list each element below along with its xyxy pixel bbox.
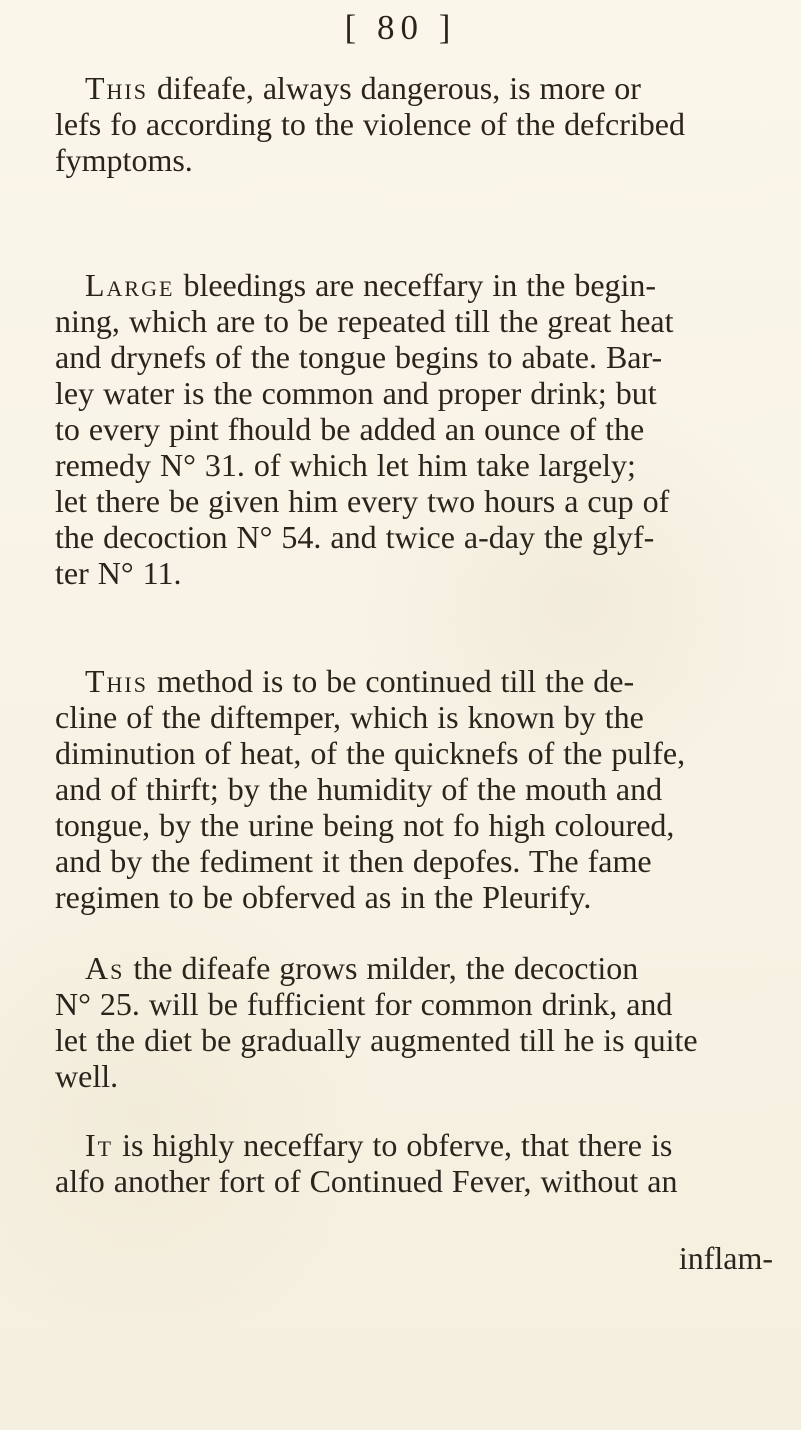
paragraph-line: ley water is the common and proper drink; but bbox=[55, 375, 657, 411]
paragraph-lead-word: This bbox=[85, 663, 148, 699]
paragraph-line: regimen to be obferved as in the Pleurify. bbox=[55, 879, 592, 915]
paragraph-line: to every pint fhould be added an ounce of the bbox=[55, 411, 645, 447]
paragraph-line: let the diet be gradually augmented till he is quite bbox=[55, 1022, 698, 1058]
page-number: [ 80 ] bbox=[344, 8, 457, 47]
paragraph-line: N° 25. will be fufficient for common drink, and bbox=[55, 986, 673, 1022]
paragraph-line: fymptoms. bbox=[55, 142, 193, 178]
paragraph-line: well. bbox=[55, 1058, 119, 1094]
paragraph-line bbox=[55, 70, 775, 106]
paragraph-1 bbox=[55, 70, 775, 178]
paragraph-text: the difeafe grows milder, the decoction bbox=[133, 950, 639, 986]
paragraph-line: ning, which are to be repeated till the great heat bbox=[55, 303, 674, 339]
paragraph-line: alfo another fort of Continued Fever, without an bbox=[55, 1163, 678, 1199]
paragraph-line: ter N° 11. bbox=[55, 555, 182, 591]
paragraph-line: let there be given him every two hours a cup of bbox=[55, 483, 670, 519]
paragraph-lead-word: As bbox=[85, 950, 125, 986]
paragraph-lead-word: This bbox=[85, 70, 148, 106]
paragraph-line: remedy N° 31. of which let him take largely; bbox=[55, 447, 636, 483]
paragraph-5 bbox=[55, 1127, 775, 1199]
paragraph-4 bbox=[55, 950, 775, 1094]
paragraph-text: difeafe, always dangerous, is more or bbox=[157, 70, 641, 106]
paragraph-line: lefs fo according to the violence of the defcribed bbox=[55, 106, 685, 142]
paragraph-line bbox=[55, 663, 775, 699]
paragraph-line: diminution of heat, of the quicknefs of the pulfe, bbox=[55, 735, 686, 771]
paragraph-text: is highly neceffary to obferve, that there is bbox=[122, 1127, 673, 1163]
paragraph-text: method is to be continued till the de- bbox=[157, 663, 635, 699]
catchword: inflam- bbox=[678, 1240, 773, 1276]
paragraph-line bbox=[55, 267, 775, 303]
paragraph-line bbox=[55, 1127, 775, 1163]
paragraph-line: and by the fediment it then depofes. The fame bbox=[55, 843, 652, 879]
paragraph-line: and drynefs of the tongue begins to abate. Bar- bbox=[55, 339, 663, 375]
paragraph-line: the decoction N° 54. and twice a-day the glyf- bbox=[55, 519, 655, 555]
paragraph-line bbox=[55, 950, 775, 986]
paragraph-line: tongue, by the urine being not fo high coloured, bbox=[55, 807, 675, 843]
paragraph-line: and of thirft; by the humidity of the mouth and bbox=[55, 771, 663, 807]
paragraph-3 bbox=[55, 663, 775, 915]
paragraph-2 bbox=[55, 267, 775, 591]
paragraph-text: bleedings are neceffary in the begin- bbox=[183, 267, 657, 303]
paragraph-line: cline of the diftemper, which is known by the bbox=[55, 699, 644, 735]
paragraph-lead-word: It bbox=[85, 1127, 114, 1163]
paragraph-lead-word: Large bbox=[85, 267, 175, 303]
